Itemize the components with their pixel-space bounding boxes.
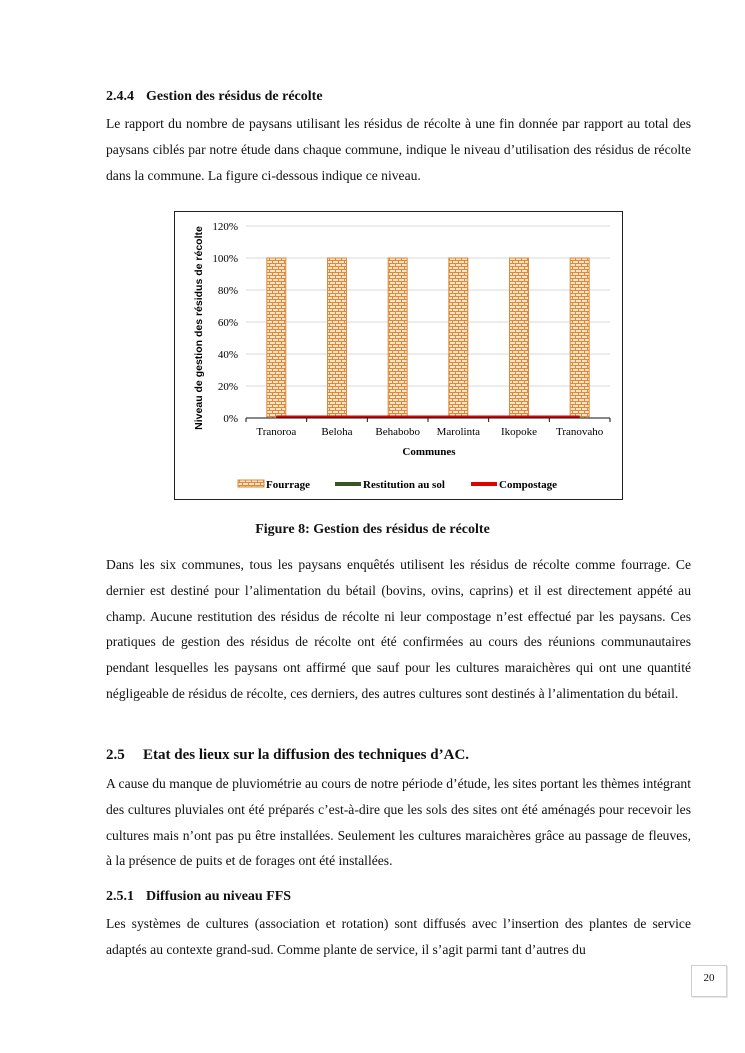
bar-fourrage: [449, 258, 468, 418]
paragraph-intro: [106, 111, 691, 188]
bar-fourrage: [570, 258, 589, 418]
legend-label: Compostage: [499, 479, 558, 491]
y-tick-label: 60%: [217, 317, 238, 329]
x-tick-label: Beloha: [321, 426, 353, 438]
y-tick-label: 100%: [212, 253, 238, 265]
y-axis-label: Niveau de gestion des résidus de récolte: [193, 226, 205, 430]
section-title: Gestion des résidus de récolte: [146, 89, 323, 104]
legend-label: Restitution au sol: [363, 479, 445, 491]
y-tick-label: 120%: [212, 221, 238, 233]
section-title: Etat des lieux sur la diffusion des techniques d’AC.: [143, 747, 470, 763]
x-tick-label: Marolinta: [436, 426, 481, 438]
y-tick-label: 40%: [217, 349, 238, 361]
bar-fourrage: [388, 258, 407, 418]
section-number: 2.5.1: [106, 889, 134, 904]
y-tick-label: 0%: [223, 413, 238, 425]
paragraph-text: Dans les six communes, tous les paysans enquêtés utilisent les résidus de récolte comme fourrage. Ce dernier est destiné pour l’alimentation du bétail (bovins, ovins, caprins) et il est directement appété au champ. Aucune restitution des résidus de récolte ni leur compostage n’est effectué par les paysans. Ces pratiques de gestion des résidus de récolte ont été confirmées au cours des réunions communautaires pendant lesquelles les paysans ont affirmé que sauf pour les cultures maraichères qui ont une quantité négligeable de résidus de récolte, ces derniers, des autres cultures sont destinés à l’alimentation du bétail.: [106, 557, 691, 701]
chart-residue-management: [175, 212, 622, 499]
legend-swatch: [238, 480, 264, 487]
x-tick-label: Ikopoke: [500, 426, 538, 438]
chart-legend: [238, 479, 557, 491]
figure-frame: [174, 211, 623, 500]
section-title: Diffusion au niveau FFS: [146, 889, 292, 904]
section-heading-2-5-1: [106, 889, 291, 905]
figure-caption: Figure 8: Gestion des résidus de récolte: [255, 522, 490, 537]
section-number: 2.5: [106, 747, 125, 763]
paragraph-text: Les systèmes de cultures (association et rotation) sont diffusés avec l’insertion des plantes de service adaptés au contexte grand-sud. Comme plante de service, il s’agit parmi tant d’autres du: [106, 916, 691, 957]
section-heading-2-5: [106, 747, 469, 764]
paragraph-text: Le rapport du nombre de paysans utilisant les résidus de récolte à une fin donnée par rapport au total des paysans ciblés par notre étude dans chaque commune, indique le niveau d’utilisation des résidus de récolte dans la commune. La figure ci-dessous indique ce niveau.: [106, 116, 691, 183]
y-tick-label: 80%: [217, 285, 238, 297]
legend-label: Fourrage: [266, 479, 310, 491]
section-number: 2.4.4: [106, 89, 134, 104]
paragraph-analysis: [106, 552, 691, 707]
x-axis-label: Communes: [402, 446, 456, 458]
paragraph-text: A cause du manque de pluviométrie au cours de notre période d’étude, les sites portant les thèmes intégrant des cultures pluviales ont été préparés c’est-à-dire que les sols des sites ont été aménagés pour recevoir les cultures mais n’ont pas pu être installées. Seulement les cultures maraichères grâce au passage de fleuves, à la présence de puits et de forages ont été installées.: [106, 776, 691, 869]
x-tick-label: Behabobo: [375, 426, 420, 438]
section-heading-2-4-4: [106, 89, 323, 105]
page-number: 20: [691, 965, 727, 997]
paragraph-context: [106, 771, 691, 874]
y-tick-label: 20%: [217, 381, 238, 393]
x-tick-label: Tranovaho: [556, 426, 604, 438]
x-tick-label: Tranoroa: [256, 426, 297, 438]
bar-fourrage: [267, 258, 286, 418]
bar-fourrage: [510, 258, 529, 418]
paragraph-ffs: [106, 911, 691, 963]
bar-fourrage: [328, 258, 347, 418]
